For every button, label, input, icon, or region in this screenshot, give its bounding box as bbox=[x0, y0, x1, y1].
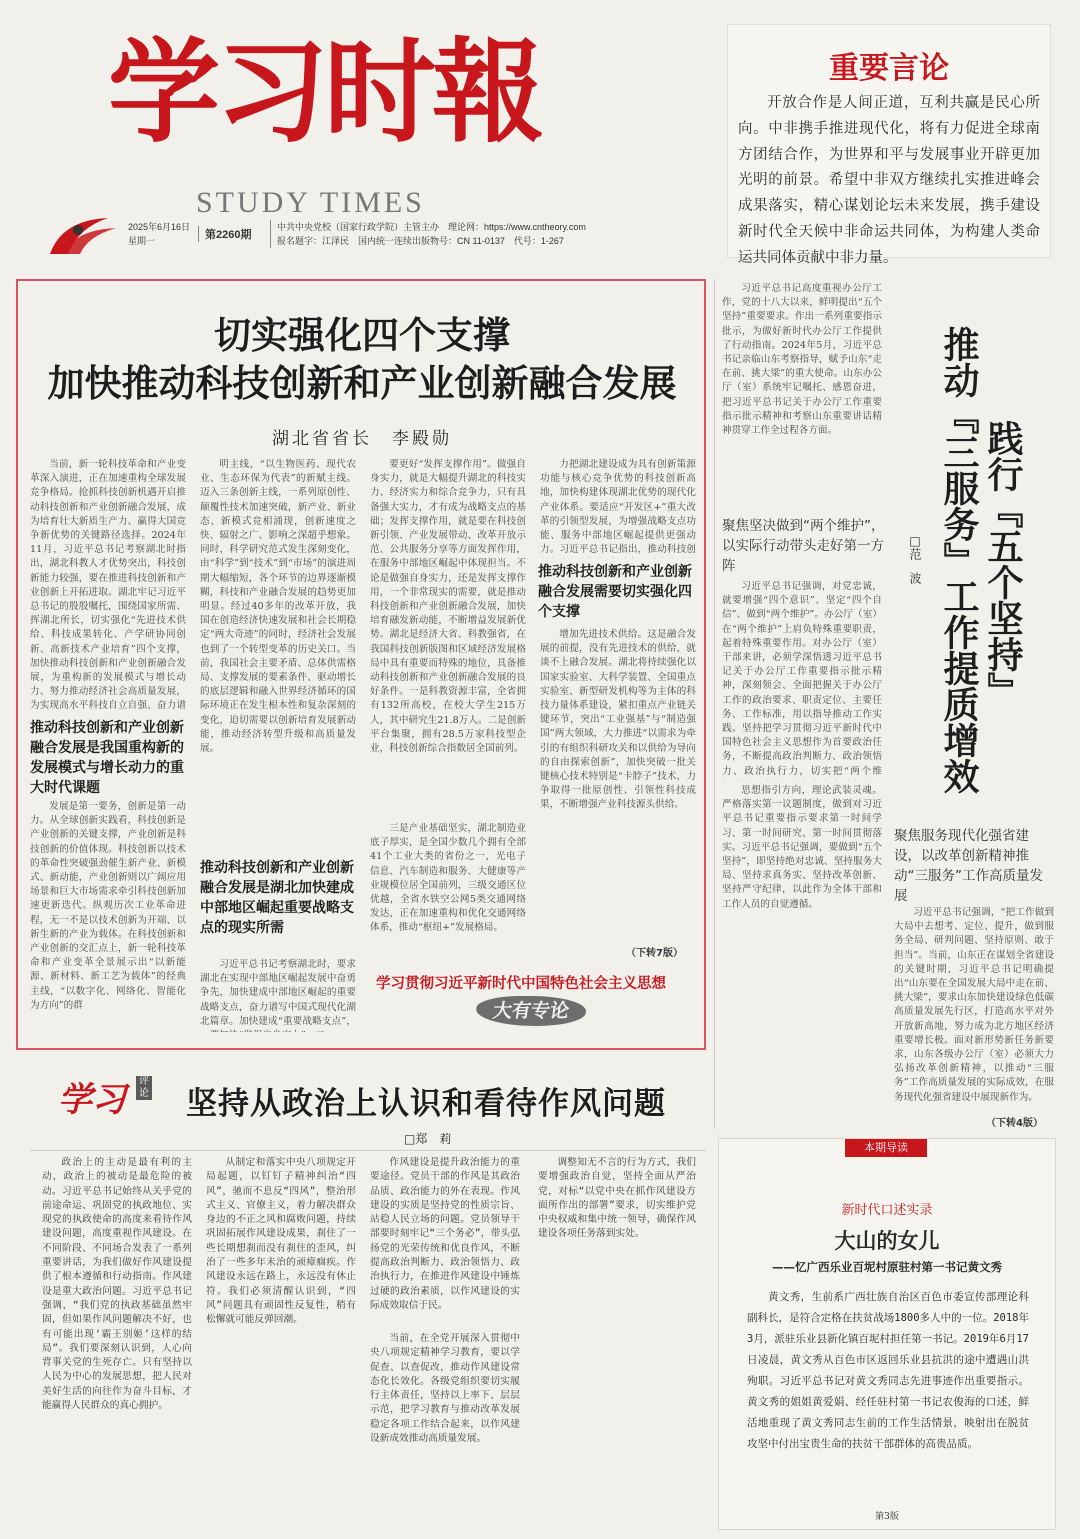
column-divider bbox=[714, 279, 715, 1129]
lead-subhead-2: 推动科技创新和产业创新融合发展需要切实强化四个支撑 bbox=[538, 564, 692, 620]
guide-subhead: ——忆广西乐业百坭村原驻村第一书记黄文秀 bbox=[772, 1260, 1002, 1274]
lead-col3-text: 要更好“发挥支撑作用”。做强自身实力，就是大幅提升湖北的科技实力、经济实力和综合竞争力，只有具备强大实力，才有成为战略支点的基础；发挥支撑作用，就是要在科技创新引领、产业发展带动、改革开放示范、公共服务分享等方面发挥作用，在服务中部地区崛起中体现担当。不论是做强自身实力，还是发挥支撑作用，一个非常现实的需要，就是推动科技创新和产业创新融合发展，加快培育融发新动能，不断增益发展新优势。湖北是经济大省、科教强省，在我国科技创新版图和区域经济发展格局中具有重要而特殊的地位，具备推动科技创新和产业创新融合发展的良好条件。一是科教资源丰富，全省拥有132所高校，在校大学生215万人，其中研究生21.8万人。二是创新平台集聚，拥有28.5万家科技型企业，科技创新综合指数居全国前列。 bbox=[370, 459, 526, 755]
commentary-author: □郑 莉 bbox=[404, 1132, 452, 1146]
commentary-logo bbox=[58, 1072, 154, 1122]
commentary-col5: 调整知无不言的行为方式，我们要增强政治自觉，坚持全面从严治党，对标“以党中央在抓作风建设方面所作出的部署”要求，切实维护党中央权威和集中统一领导，确保作风建设各项任务落到实处。 bbox=[538, 1157, 696, 1240]
lead-col2-text: 明主线，“以生物医药、现代农业、生态环保为代表”的新赋主线。迈入三条创新主线，一系列原创性、颠覆性技术加速突破，新产业、新业态、新模式竞相涌现，创新速度之快、辐射之广、影响之深超乎想象。同时，科学研究范式发生深刻变化，由“科学”到“技术”到“市场”的演进周期大幅缩短，各个环节的边界逐渐模糊，科技和产业融合发展的趋势更加明显。经过40多年的改革开放，我国在创造经济快速发展和社会长期稳定“两大奇迹”的同时，经济社会发展也到了一个转型变革的历史关口。当前，我国社会主要矛盾、总体供需格局、支撑发展的要素条件、驱动增长的底层逻辑和融入世界经济循环的国际环境正在发生根本性和复杂深刻的变化，迫切需要以创新培育发展新动能，推动经济转型升级和高质量发展。 bbox=[200, 459, 356, 755]
publisher-info: 中共中央党校（国家行政学院）主管主办 理论网：https://www.cntheory.com 报名题字：江泽民 国内统一连续出版物号：CN 11-0137 代号：1-267 bbox=[270, 220, 586, 248]
important-speech-box bbox=[727, 24, 1051, 266]
emblem-icon bbox=[48, 214, 120, 256]
guide-headline: 大山的女儿 bbox=[834, 1229, 940, 1253]
logo-chinese: 学习时報 bbox=[108, 27, 540, 158]
lead-continued: （下转7版） bbox=[626, 948, 683, 959]
guide-body: 黄文秀，生前系广西壮族自治区百色市委宣传部理论科副科长，是符合定格在扶贫战场1800多人中的一位。2018年3月，派驻乐业县新化镇百坭村担任第一书记。2019年6月17日凌晨，黄文秀从百色市区返回乐业县抗洪的途中遭遇山洪殉职。习近平总书记对黄文秀同志先进事迹作出重要指示。黄文秀的姐姐黄爱娟、经任驻村第一书记农俊海的口述，鲜活地重现了黄文秀同志生前的工作生活情景，映射出在脱贫攻坚中付出宝贵生命的扶贫干部群体的高贵品质。 bbox=[747, 1291, 1029, 1450]
sidebar-col-c: 思想指引方向，理论武装灵魂。严格落实第一议题制度，做到对习近平总书记重要指示要求第一时间学习、第一时间研究、第一时间贯彻落实。习近平总书记强调，要做到“五个坚持”，即坚持绝对忠诚、坚持服务大局、坚持求真务实、坚持改革创新、坚持严守纪律，以此作为全体干部和工作人员的自觉遵循。 bbox=[722, 785, 882, 910]
lead-byline: 湖北省省长 李殿勋 bbox=[272, 429, 452, 449]
lead-col2b-text: 习近平总书记考察湖北时，要求湖北在实现中部地区崛起发展中奋勇争先，加快建成中部地区崛起的重要战略支点，奋力谱写中国式现代化湖北篇章。加快建成“重要战略支点”， bbox=[200, 959, 356, 1027]
sidebar-col-a: 习近平总书记高度重视办公厅工作，党的十八大以来，鲜明提出“五个坚持”重要要求。作出一系列重要指示批示，为做好新时代办公厅工作提供了行动指南。2024年5月，习近平总书记亲临山东考察指导，赋予山东“走在前、挑大梁”的重大使命。山东办公厅（室）系统牢记嘱托、感恩奋进，把习近平总书记关于办公厅工作重要指示批示精神和考察山东重要讲话精神贯穿工作全过程各方面。 bbox=[722, 283, 882, 437]
speech-title: 重要言论 bbox=[829, 51, 949, 86]
lead-col3b-text: 三是产业基础坚实，湖北制造业底子厚实，是全国少数几个拥有全部41个工业大类的省份之一，光电子信息、汽车制造和服务、大健康等产业规模位居全国前列，三级交通区位优越，全省水铁空公网5类交通网络发达，正在加速重构和优化交通网络体系，推动“枢纽+”发展格局。 bbox=[370, 823, 526, 934]
guide-page-ref: 第3版 bbox=[875, 1512, 899, 1522]
sidebar-author: □范 波 bbox=[908, 534, 922, 584]
commentary-col2: 从制定和落实中央八项规定开局起题，以钉钉子精神纠治“四风”，驰而不息反“四风”，整治形式主义、官僚主义，着力解决群众身边的不正之风和腐败问题，持续巩固拓展作风建设成果，刹住了一些长期想刹而没有刹住的歪风，纠治了一些多年未治的顽瘴痼疾。作风建设永远在路上，永远没有休止符。我们必须清醒认识到，“四风”问题具有顽固性反复性，稍有松懈就可能反弹回潮。 bbox=[206, 1157, 356, 1326]
column-brush-label: 大有专论 bbox=[474, 996, 588, 1026]
lead-col4-text: 力把湖北建设成为具有创新策源功能与核心竞争优势的科技创新高地，加快构建体现湖北优势的现代化产业体系。要适应“开发区+”重大改革的引领型发展，为增强战略支点功能、服务中部地区崛起提供更强动力。习近平总书记指出，推动科技创 bbox=[540, 459, 696, 556]
commentary-col4: 当前，在全党开展深入贯彻中央八项规定精神学习教育，要以学促查、以查促改，推动作风建设常态化长效化。各级党组织要切实履行主体责任，坚持以上率下、层层示范，把学习教育与推动改革发展稳定各项工作结合起来，以作风建设新成效推动高质量发展。 bbox=[370, 1333, 520, 1445]
issue-date: 2025年6月16日 星期一 bbox=[128, 222, 191, 246]
lead-headline: 切实强化四个支撑 加快推动科技创新和产业创新融合发展 bbox=[47, 314, 677, 405]
commentary-badge: 评论 bbox=[136, 1076, 152, 1100]
lead-col1b-text: 发展是第一要务，创新是第一动力。从全球创新实践看，科技创新是产业创新的关键支撑，产业创新是科技创新的价值体现。科技创新以技术的革命性突破强劲催生新产业、新模式、新动能，产业创新则以广阔应用场景和巨大市场需求牵引科技创新加速更新迭代。纵观历次工业革命进程，无一不是以技术创新为开端、以新生新的产业为载体。在科技创新和产业创新的交汇点上，新一轮科技革命和产业变革全景展示出“以新能源、新材料、新工艺为载体”的经典主线，“以数字化、网络化、智能化为方向”的群 bbox=[30, 801, 186, 1011]
logo-english: STUDY TIMES bbox=[196, 186, 425, 219]
commentary-headline: 坚持从政治上认识和看待作风问题 bbox=[186, 1086, 666, 1122]
slogan-banner: 学习贯彻习近平新时代中国特色社会主义思想 bbox=[376, 976, 666, 992]
sidebar-subhead-2: 聚焦服务现代化强省建设，以改革创新精神推动“三服务”工作高质量发展 bbox=[894, 828, 1043, 904]
sidebar-continued: （下转4版） bbox=[986, 1118, 1043, 1129]
lead-subhead-1: 推动科技创新和产业创新融合发展是我国重构新的发展模式与增长动力的重大时代课题 bbox=[30, 720, 184, 796]
guide-tab: 本期导读 bbox=[845, 1139, 927, 1157]
sidebar-title-part1: 推动『三服务』工作提质增效 bbox=[938, 326, 979, 794]
speech-body: 开放合作是人间正道，互利共赢是民心所向。中非携手推进现代化，将有力促进全球南方团结合作，为世界和平与发展事业开辟更加光明的前景。希望中非双方继续扎实推进峰会成果落实，精心谋划论坛未来发展，携手建设新时代全天候中非命运共同体，为构建人类命运共同体贡献中非力量。 bbox=[738, 95, 1040, 266]
commentary-logo-text: 学习 bbox=[58, 1080, 126, 1120]
masthead-logo bbox=[100, 18, 570, 219]
lead-subhead-3: 推动科技创新和产业创新融合发展是湖北加快建成中部地区崛起重要战略支点的现实所需 bbox=[200, 860, 354, 936]
guide-kicker: 新时代口述实录 bbox=[841, 1203, 933, 1218]
masthead-info-bar bbox=[48, 214, 694, 256]
sidebar-title-part2: 践行『五个坚持』 bbox=[982, 420, 1023, 708]
lead-col1-text: 当前，新一轮科技革命和产业变革深入演进，正在加速重构全球发展竞争格局。抢抓科技创新机遇开启推动科技创新和产业创新融合发展，成为培育壮大新质生产力、赢得大国竞争新优势的关键路径选择。2024年11月，习近平总书记考察湖北时指出，湖北科教人才优势突出，科技创新能力较强，要在推进科技创新和产业创新上开拓进取。湖北牢记习近平总书记的殷殷嘱托，围绕国家所需、挥湖北所长，切实强化“先进技术供给、科技成果转化、产学研协同创新、高新技术产业培育”四个支撑，加快推动科技创新和产业创新融合发展，为重构新的发展模式与增长动力、努力推动经济社会高质量发展，为实现高水平科技自立自强、奋力谱 bbox=[30, 459, 186, 712]
sidebar-subhead-1: 聚焦坚决做到“两个维护”，以实际行动带头走好第一方阵 bbox=[722, 518, 885, 574]
commentary-col1: 政治上的主动是最有利的主动，政治上的被动是最危险的被动。习近平总书记始终从关乎党的前途命运、巩固党的执政地位、实现党的执政使命的高度来看待作风建设问题，高度重视作风建设。在不同阶段、不同场合发表了一系列重要讲话，为我们做好作风建设提供了根本遵循和行动指南。作风建设是重大政治问题。习近平总书记强调，“我们党的执政基础虽然牢固，但如果作风问题解决不好，也有可能出现‘霸王别姬’这样的结局”。我们要深刻认识到，人心向背事关党的生死存亡。只有坚持以人民为中心的发展思想，把人民对美好生活的向往作为奋斗目标，才能赢得人民群众的真心拥护。 bbox=[42, 1157, 192, 1412]
lead-col4b-text: 增加先进技术供给。这是融合发展的前提，没有先进技术的供给，就谈不上融合发展。湖北将持续强化以国家实验室、大科学装置、全国重点实验室、新型研发机构等为主体的科技力量体系建设，紧扣重点产业链关键环节，突出“工业强基”与“制造强国”两大领域，大力推进“以需求为牵引的有组织科研攻关和以供给为导向的自由探索创新”，加快突破一批关键核心技术特别是“卡脖子”技术，力争取得一批原创性、引领性科技成果，不断增强产业科技源头供给。 bbox=[540, 629, 696, 811]
issue-guide-box bbox=[718, 1138, 1056, 1530]
commentary-rule bbox=[30, 1150, 706, 1151]
issue-number: 第2260期 bbox=[198, 226, 251, 242]
sidebar-col-d: 习近平总书记强调，“把工作做到大局中去想考、定位、提升，做到服务全局、研判问题、坚持原则、敢于担当”。当前，山东正在谋划全省建设的关键时期，习近平总书记明确提出“山东要在全国发展大局中走在前、挑大梁”，要求山东加快建设绿色低碳高质量发展先行区，打造高水平对外开放新高地，努力成为北方地区经济重要增长极。面对新形势新任务新要求，山东各级办公厅（室）必须大力弘扬改革创新精神，以推动“三服务”工作高质量发展的实际成效，在服务现代化强省建设中展现新作为。 bbox=[894, 907, 1054, 1103]
sidebar-col-b: 习近平总书记强调，对党忠诚，就要增强“四个意识”、坚定“四个自信”、做到“两个维护”。办公厅（室）在“两个维护”上肩负特殊重要职责，起着特殊重要作用。对办公厅（室）干部来讲，必须学深悟透习近平总书记关于办公厅工作重要指示批示精神，深刻领会、全面把握关于办公厅工作的政治要求、职责定位、主要任务、工作标准，用以指导推动工作实践。坚持把学习贯彻习近平新时代中国特色社会主义思想作为首要政治任务，不断提高政治判断力、政治领悟力、政治执行力，切实把“两个维 bbox=[722, 581, 882, 777]
commentary-col3: 作风建设是提升政治能力的重要途径。党员干部的作风是其政治品质、政治能力的外在表现。作风建设的实质是坚持党的性质宗旨、站稳人民立场的问题。党员领导干部要时刻牢记“三个务必”，带头弘扬党的光荣传统和优良作风，不断提高政治判断力、政治领悟力、政治执行力，在推进作风建设中锤炼过硬的政治素质，以作风建设的实际成效取信于民。 bbox=[370, 1157, 520, 1311]
